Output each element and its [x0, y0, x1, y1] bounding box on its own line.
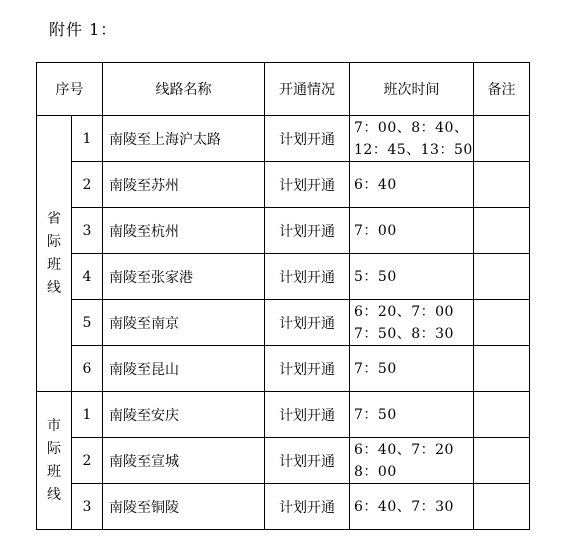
schedule-time-line: 7：50 — [354, 406, 397, 423]
row-number: 1 — [72, 116, 103, 162]
route-name: 南陵至南京 — [103, 300, 265, 346]
table-row — [37, 300, 530, 346]
schedule-times — [350, 346, 474, 392]
route-group-label — [37, 392, 72, 530]
route-name: 南陵至宣城 — [103, 438, 265, 484]
header-remark: 备注 — [474, 63, 530, 116]
remark-cell — [474, 438, 530, 484]
row-number: 4 — [72, 254, 103, 300]
schedule-times — [350, 162, 474, 208]
route-group-char: 线 — [47, 279, 61, 296]
row-number: 5 — [72, 300, 103, 346]
schedule-time-line: 8：00 — [354, 463, 397, 480]
route-status: 计划开通 — [265, 116, 350, 162]
schedule-time-line: 7：00 — [354, 222, 397, 239]
route-group-char: 省 — [47, 210, 61, 227]
schedule-times — [350, 116, 474, 162]
table-body — [37, 116, 530, 530]
remark-cell — [474, 346, 530, 392]
schedule-time-line: 12：45、13：50 — [354, 141, 473, 158]
schedule-times — [350, 300, 474, 346]
header-route-name: 线路名称 — [103, 63, 265, 116]
route-name: 南陵至上海沪太路 — [103, 116, 265, 162]
schedule-times — [350, 438, 474, 484]
remark-cell — [474, 162, 530, 208]
route-name: 南陵至安庆 — [103, 392, 265, 438]
route-status: 计划开通 — [265, 484, 350, 530]
route-status: 计划开通 — [265, 254, 350, 300]
route-status: 计划开通 — [265, 346, 350, 392]
schedule-times — [350, 208, 474, 254]
route-group-char: 线 — [47, 486, 61, 503]
row-number: 6 — [72, 346, 103, 392]
remark-cell — [474, 300, 530, 346]
header-number: 序号 — [37, 63, 103, 116]
schedule-time-line: 7：50、8：30 — [354, 325, 454, 342]
remark-cell — [474, 484, 530, 530]
header-row — [37, 63, 530, 116]
table-header — [37, 63, 530, 116]
schedule-time-line: 5：50 — [354, 268, 397, 285]
header-status: 开通情况 — [265, 63, 350, 116]
route-name: 南陵至昆山 — [103, 346, 265, 392]
schedule-times — [350, 484, 474, 530]
route-name: 南陵至张家港 — [103, 254, 265, 300]
route-table — [36, 62, 530, 530]
route-status: 计划开通 — [265, 162, 350, 208]
table-row — [37, 484, 530, 530]
schedule-time-line: 6：40、7：30 — [354, 498, 454, 515]
table-row — [37, 208, 530, 254]
schedule-time-line: 6：40、7：20 — [354, 441, 454, 458]
route-group-char: 际 — [47, 440, 61, 457]
table-row — [37, 346, 530, 392]
route-group-label — [37, 116, 72, 392]
header-schedule: 班次时间 — [350, 63, 474, 116]
attachment-label: 附件 1： — [49, 20, 118, 39]
route-status: 计划开通 — [265, 438, 350, 484]
remark-cell — [474, 392, 530, 438]
route-status: 计划开通 — [265, 300, 350, 346]
remark-cell — [474, 254, 530, 300]
schedule-time-line: 7：50 — [354, 360, 397, 377]
route-status: 计划开通 — [265, 392, 350, 438]
schedule-times — [350, 254, 474, 300]
table-row — [37, 392, 530, 438]
table-row — [37, 116, 530, 162]
route-group-char: 市 — [47, 417, 61, 434]
row-number: 2 — [72, 162, 103, 208]
route-name: 南陵至铜陵 — [103, 484, 265, 530]
table-row — [37, 254, 530, 300]
route-group-char: 班 — [47, 463, 61, 480]
remark-cell — [474, 208, 530, 254]
route-name: 南陵至苏州 — [103, 162, 265, 208]
row-number: 3 — [72, 208, 103, 254]
schedule-time-line: 7：00、8：40、 — [354, 119, 469, 136]
row-number: 1 — [72, 392, 103, 438]
remark-cell — [474, 116, 530, 162]
table-row — [37, 438, 530, 484]
route-group-char: 班 — [47, 256, 61, 273]
row-number: 2 — [72, 438, 103, 484]
schedule-time-line: 6：40 — [354, 176, 397, 193]
schedule-time-line: 6：20、7：00 — [354, 303, 454, 320]
table-row — [37, 162, 530, 208]
route-group-char: 际 — [47, 233, 61, 250]
route-status: 计划开通 — [265, 208, 350, 254]
route-name: 南陵至杭州 — [103, 208, 265, 254]
schedule-times — [350, 392, 474, 438]
row-number: 3 — [72, 484, 103, 530]
